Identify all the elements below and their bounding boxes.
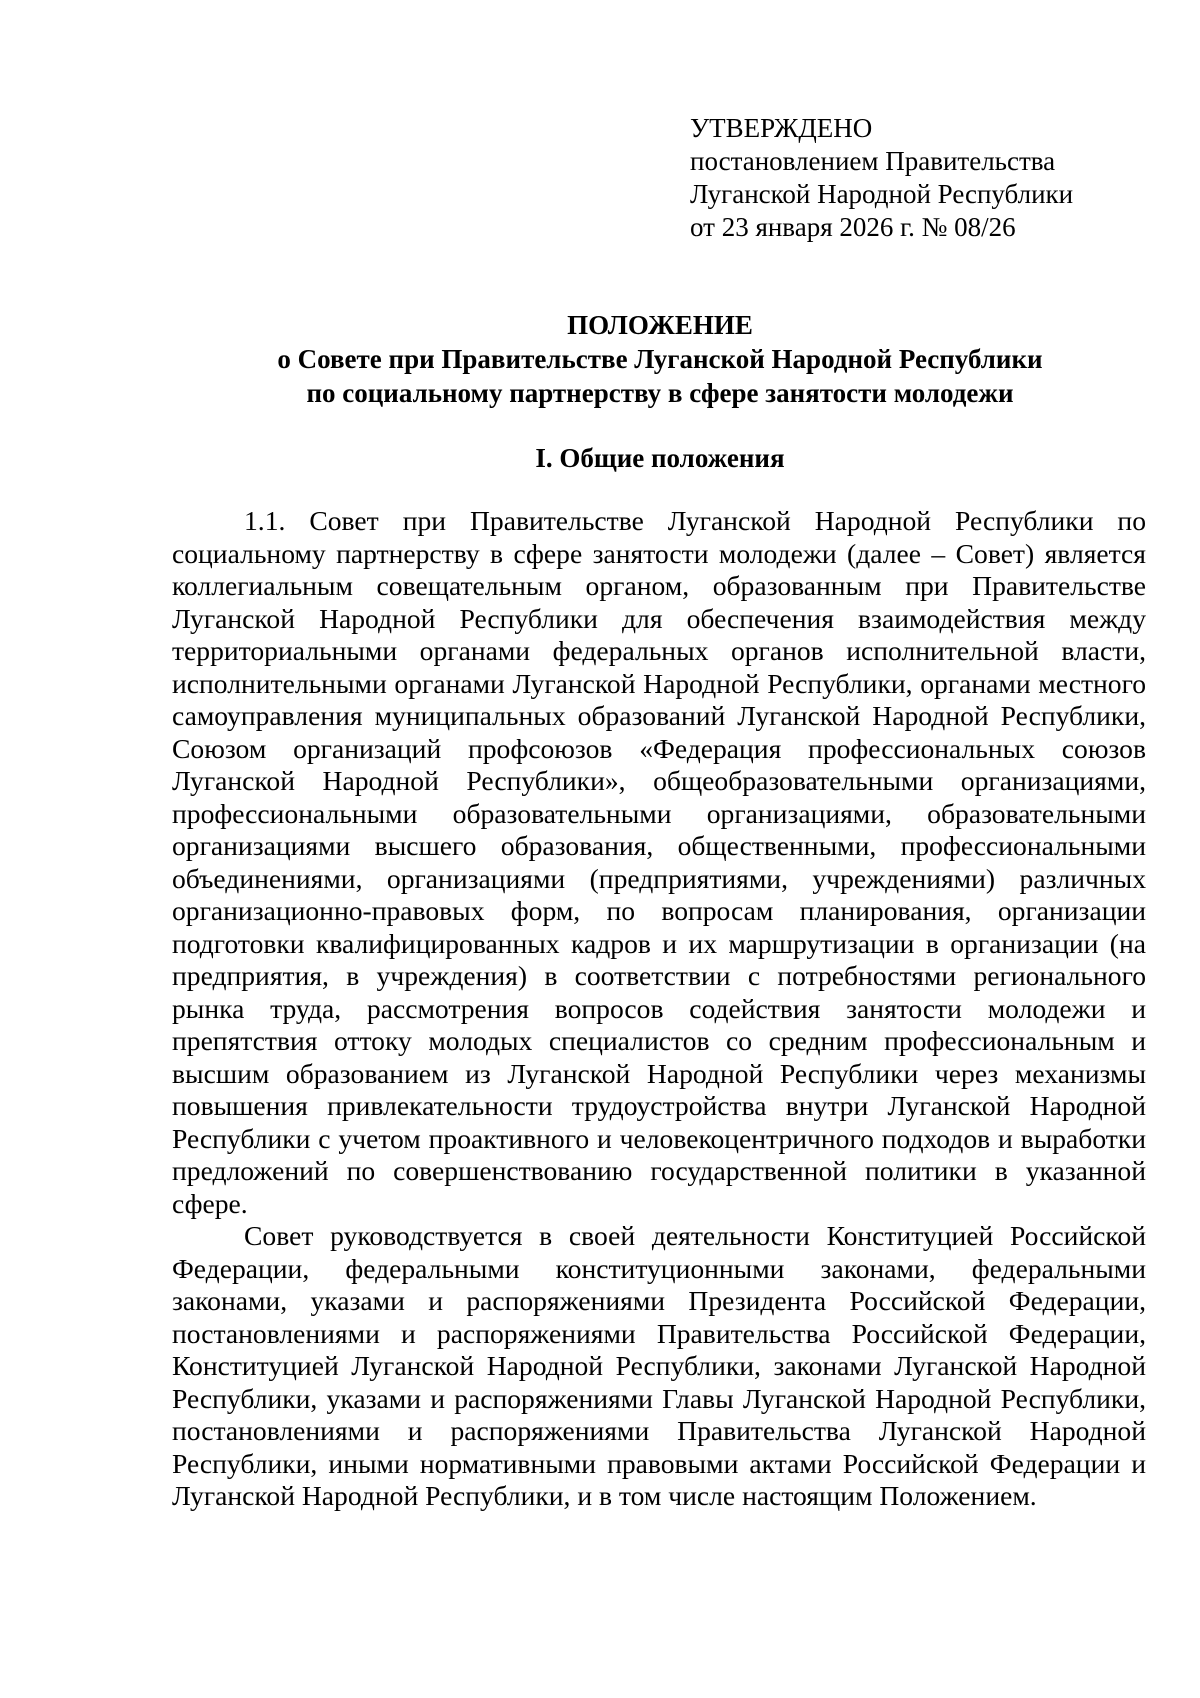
approval-resolution-line: постановлением Правительства <box>690 146 1056 176</box>
paragraph-legal-basis: Совет руководствуется в своей деятельности Конституцией Российской Федерации, федеральными конституционными законами, федеральными законами, указами и распоряжениями Президента Российской Федерации, постановлениями и распоряжениями Правительства Российской Федерации, Конституцией Луганской Народной Республики, законами Луганской Народной Республики, указами и распоряжениями Главы Луганской Народной Республики, постановлениями и распоряжениями Правительства Луганской Народной Республики, иными нормативными правовыми актами Российской Федерации и Луганской Народной Республики, и в том числе настоящим Положением. <box>172 1220 1146 1511</box>
document-title <box>160 308 1160 410</box>
approval-heading: УТВЕРЖДЕНО <box>690 113 873 143</box>
approval-date-number: от 23 января 2026 г. № 08/26 <box>690 212 1016 242</box>
approval-stamp-block <box>690 112 1170 244</box>
paragraph-1-1: 1.1. Совет при Правительстве Луганской Народной Республики по социальному партнерству в сфере занятости молодежи (далее – Совет) является коллегиальным совещательным органом, образованным при Правительстве Луганской Народной Республики для обеспечения взаимодействия между территориальными органами федеральных органов исполнительной власти, исполнительными органами Луганской Народной Республики, органами местного самоуправления муниципальных образований Луганской Народной Республики, Союзом организаций профсоюзов «Федерация профессиональных союзов Луганской Народной Республики», общеобразовательными организациями, профессиональными образовательными организациями, образовательными организациями высшего образования, общественными, профессиональными объединениями, организациями (предприятиями, учреждениями) различных организационно-правовых форм, по вопросам планирования, организации подготовки квалифицированных кадров и их маршрутизации в организации (на предприятия, в учреждения) в соответствии с потребностями регионального рынка труда, рассмотрения вопросов содействия занятости молодежи и препятствия оттоку молодых специалистов со средним профессиональным и высшим образованием из Луганской Народной Республики через механизмы повышения привлекательности трудоустройства внутри Луганской Народной Республики с учетом проактивного и человекоцентричного подходов и выработки предложений по совершенствованию государственной политики в указанной сфере. <box>172 505 1146 1219</box>
title-subject-line-1: о Совете при Правительстве Луганской Народной Республики <box>277 344 1043 374</box>
section-heading: I. Общие положения <box>535 443 785 473</box>
document-body <box>172 505 1146 1513</box>
approval-republic-line: Луганской Народной Республики <box>690 179 1074 209</box>
title-subject-line-2: по социальному партнерству в сфере занятости молодежи <box>306 378 1014 408</box>
title-heading: ПОЛОЖЕНИЕ <box>567 310 753 340</box>
